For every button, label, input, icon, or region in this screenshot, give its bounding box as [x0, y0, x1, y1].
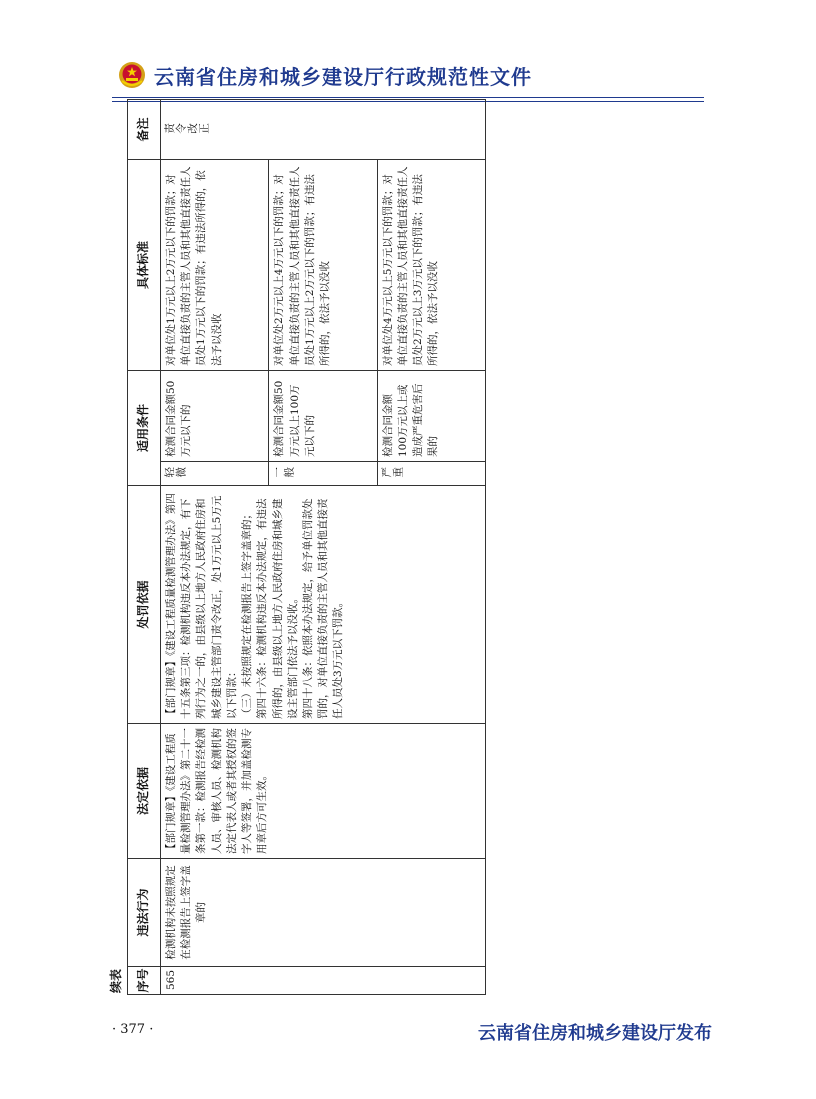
cell-basis: 【部门规章】《建设工程质量检测管理办法》第二十一条第一款：检测报告经检测人员、审核人员、检测机构法定代表人或者其授权的签字人等签署，并加盖检测专用章后方可生效。: [161, 724, 486, 859]
cell-standard: 对单位处2万元以上4万元以下的罚款；对单位直接负责的主管人员和其他直接责任人员处1万元以上2万元以下的罚款；有违法所得的，依法予以没收: [269, 159, 377, 370]
cell-standard: 对单位处1万元以上2万元以下的罚款；对单位直接负责的主管人员和其他直接责任人员处1万元以下的罚款；有违法所得的，依法予以没收: [161, 159, 269, 370]
cell-seq: 565: [161, 967, 486, 995]
national-emblem-icon: [118, 61, 146, 89]
cell-level: 轻微: [161, 462, 269, 486]
col-header-basis: 法定依据: [128, 724, 161, 859]
penalty-line: 第四十六条：检测机构违反本办法规定，有违法所得的，由县级以上地方人民政府住房和城乡建设主管部门依法予以没收。: [256, 498, 299, 719]
rotated-table-region: [107, 100, 486, 995]
col-header-seq: 序号: [128, 967, 161, 995]
page-number: · 377 ·: [112, 1022, 154, 1037]
cell-act: 检测机构未按照规定在检测报告上签字盖章的: [161, 859, 486, 967]
cell-condition: 检测合同金额100万元以上或造成严重危害后果的: [377, 370, 485, 461]
col-header-penalty: 处罚依据: [128, 486, 161, 724]
col-header-act: 违法行为: [128, 859, 161, 967]
page-header: [118, 60, 532, 90]
cell-condition: 检测合同金额50万元以上100万元以下的: [269, 370, 377, 461]
cell-note: 责令改正: [161, 99, 486, 159]
penalty-table: [127, 99, 486, 995]
col-header-standard: 具体标准: [128, 159, 161, 370]
continued-label: 续表: [109, 968, 123, 993]
penalty-line: （三）未按照规定在检测报告上签字盖章的；: [241, 509, 254, 719]
cell-level: 严重: [377, 462, 485, 486]
table-row: [161, 99, 269, 994]
rotated-table-canvas: [107, 100, 486, 995]
header-title: 云南省住房和城乡建设厅行政规范性文件: [154, 64, 532, 89]
footer-publisher: 云南省住房和城乡建设厅发布: [478, 1023, 712, 1044]
cell-level: 一般: [269, 462, 377, 486]
table-header-row: [128, 99, 161, 994]
penalty-line: 第四十八条：依照本办法规定，给予单位罚款处罚的，对单位直接负责的主管人员和其他直接责任人员处3万元以下罚款。: [301, 498, 345, 719]
cell-penalty: [161, 486, 486, 724]
penalty-line: 【部门规章】《建设工程质量检测管理办法》第四十五条第三项：检测机构违反本办法规定，有下列行为之一的，由县级以上地方人民政府住房和城乡建设主管部门责令改正，处1万元以上5万元以下罚款：: [165, 493, 238, 719]
cell-condition: 检测合同金额50万元以下的: [161, 370, 269, 461]
col-header-note: 备注: [128, 99, 161, 159]
col-header-condition: 适用条件: [128, 370, 161, 485]
header-rule: [112, 97, 704, 98]
cell-standard: 对单位处4万元以上5万元以下的罚款；对单位直接负责的主管人员和其他直接责任人员处2万元以上3万元以下的罚款；有违法所得的，依法予以没收: [377, 159, 485, 370]
